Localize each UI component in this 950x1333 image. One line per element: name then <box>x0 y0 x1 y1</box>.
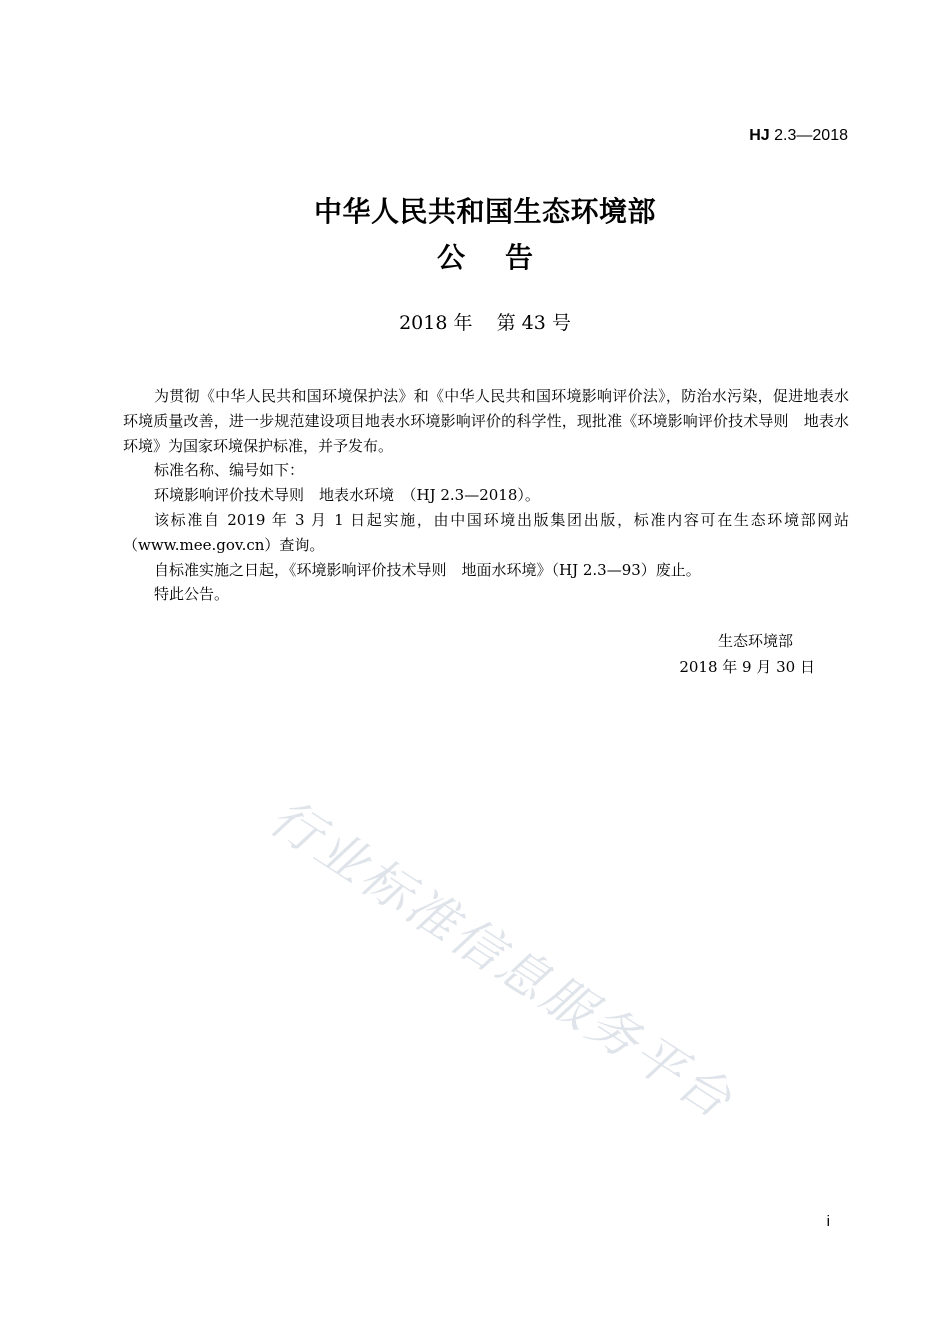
body-paragraph-purpose: 为贯彻《中华人民共和国环境保护法》和《中华人民共和国环境影响评价法》，防治水污染，促进地表水环境质量改善，进一步规范建设项目地表水环境影响评价的科学性，现批准《环境影响评价技术导则 地表水环境》为国家环境保护标准，并予发布。 <box>123 387 849 455</box>
standard-code-prefix: HJ <box>749 127 770 144</box>
body-paragraph-effective-date: 该标准自 2019 年 3 月 1 日起实施，由中国环境出版集团出版，标准内容可在生态环境部网站（www.mee.gov.cn）查询。 <box>123 510 849 554</box>
body-paragraph-closing: 特此公告。 <box>154 585 230 604</box>
body-paragraph-repeal: 自标准实施之日起，《环境影响评价技术导则 地面水环境》（HJ 2.3—93）废止。 <box>154 560 701 579</box>
watermark <box>254 770 794 1130</box>
signature-date: 2018 年 9 月 30 日 <box>679 658 815 676</box>
subtitle-first-char: 公 <box>436 241 465 274</box>
body-paragraph-intro: 标准名称、编号如下： <box>154 461 305 480</box>
page-number: i <box>826 1213 830 1230</box>
body-paragraph-standard-name: 环境影响评价技术导则 地表水环境 （HJ 2.3—2018）。 <box>154 486 540 505</box>
announcement-title: 中华人民共和国生态环境部 <box>313 195 656 228</box>
standard-code <box>749 126 848 146</box>
announcement-body <box>123 384 849 607</box>
subtitle-second-char: 告 <box>505 241 534 274</box>
signature-organization: 生态环境部 <box>717 632 793 650</box>
signature-block <box>679 628 815 680</box>
issue-number: 2018 年 第 43 号 <box>399 312 571 334</box>
watermark-text: 行业标准信息服务平台 <box>259 787 745 1131</box>
announcement-subtitle <box>0 240 950 276</box>
standard-code-number: 2.3—2018 <box>774 127 848 144</box>
